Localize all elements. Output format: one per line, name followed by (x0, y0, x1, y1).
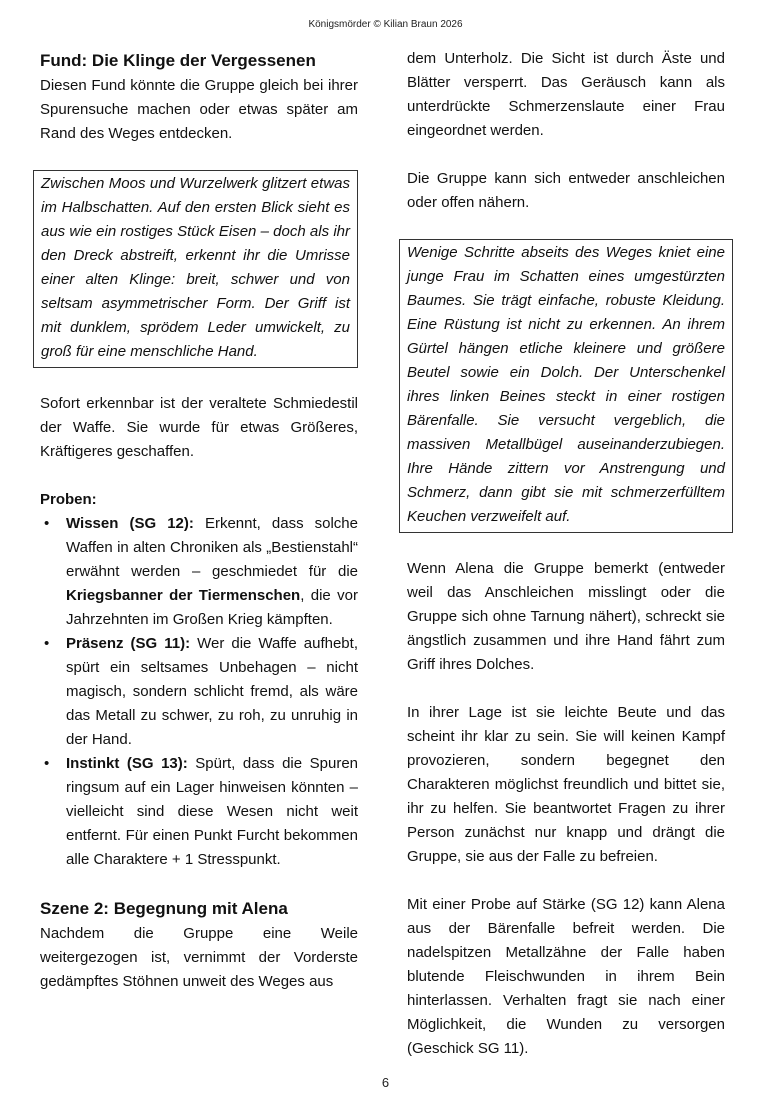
proben-list (40, 512, 358, 872)
bullet-icon: • (44, 515, 50, 532)
probe-bold-term: Kriegsbanner der Tiermenschen (66, 587, 301, 604)
left-column (40, 48, 358, 994)
probe-label: Instinkt (SG 13): (66, 755, 188, 772)
section-heading-szene-2: Szene 2: Begegnung mit Alena (40, 899, 288, 918)
list-item (40, 512, 358, 632)
bullet-icon: • (44, 635, 50, 652)
paragraph: Wenn Alena die Gruppe bemerkt (entweder weil das Anschleichen misslingt oder die Gruppe sich ohne Tarnung nähert), schreckt sie ängstlich zusammen und ihre Hand fährt zum Griff ihres Dolches. (407, 560, 725, 673)
probe-text: Erkennt, dass solche Waffen in alten Chroniken als „Bestienstahl“ erwähnt werden – geschmiedet für die (66, 515, 358, 580)
paragraph: Die Gruppe kann sich entweder anschleichen oder offen nähern. (407, 170, 725, 211)
bullet-icon: • (44, 755, 50, 772)
read-aloud-box-klinge (33, 170, 358, 368)
probe-label: Präsenz (SG 11): (66, 635, 191, 652)
section-heading-fund: Fund: Die Klinge der Vergessenen (40, 51, 316, 70)
read-aloud-text-alena: Wenige Schritte abseits des Weges kniet eine junge Frau im Schatten eines umgestürzten Baumes. Sie trägt einfache, robuste Kleidung. Eine Rüstung ist nicht zu erkennen. An ihrem Gürtel hängen etliche kleinere und größere Beutel sowie ein Dolch. Der Unterschenkel ihres linken Beines steckt in einer rostigen Bärenfalle. Sie versucht vergeblich, die massiven Metallbügel auseinanderzubiegen. Ihre Hände zittern vor Anstrengung und Schmerz, dann gibt sie mit schmerzerfülltem Keuchen verzweifelt auf. (407, 244, 725, 525)
weapon-description: Sofort erkennbar ist der veraltete Schmiedestil der Waffe. Sie wurde für etwas Größeres, Kräftigeres geschaffen. (40, 395, 358, 460)
probe-text: , die vor Jahrzehnten im Großen Krieg kämpften. (66, 587, 358, 628)
paragraph: In ihrer Lage ist sie leichte Beute und das scheint ihr klar zu sein. Sie will keinen Kampf provozieren, sondern begegnet den Charakteren möglichst freundlich und bittet sie, ihr zu helfen. Sie beantwortet Fragen zu ihrer Person zunächst nur knapp und drängt die Gruppe, sie aus der Falle zu befreien. (407, 704, 725, 865)
scene-intro: Nachdem die Gruppe eine Weile weitergezogen ist, vernimmt der Vorderste gedämpftes Stöhnen unweit des Weges aus (40, 925, 358, 990)
read-aloud-text-klinge: Zwischen Moos und Wurzelwerk glitzert etwas im Halbschatten. Auf den ersten Blick sieht es aus wie ein rostiges Stück Eisen – doch als ihr den Dreck abstreift, erkennt ihr die Umrisse einer alten Klinge: breit, schwer und von seltsam asymmetrischer Form. Der Griff ist mit dunklem, sprödem Leder umwickelt, zu groß für eine menschliche Hand. (41, 175, 350, 360)
list-item (40, 632, 358, 752)
fund-intro: Diesen Fund könnte die Gruppe gleich bei ihrer Spurensuche machen oder etwas später am Rand des Weges entdecken. (40, 77, 358, 142)
proben-title: Proben: (40, 491, 97, 508)
right-column (407, 47, 725, 1061)
page-header: Königsmörder © Kilian Braun 2026 (308, 19, 463, 30)
probe-label: Wissen (SG 12): (66, 515, 194, 532)
paragraph: dem Unterholz. Die Sicht ist durch Äste und Blätter versperrt. Das Geräusch kann als unterdrückte Schmerzenslaute einer Frau eingeordnet werden. (407, 50, 725, 139)
probe-text: Spürt, dass die Spuren ringsum auf ein Lager hinweisen könnten – vielleicht sind diese Wesen nicht weit entfernt. Für einen Punkt Furcht bekommen alle Charaktere + 1 Stresspunkt. (66, 755, 359, 868)
page-number: 6 (381, 1075, 390, 1090)
read-aloud-box-alena (399, 239, 733, 533)
probe-text: Wer die Waffe aufhebt, spürt ein seltsames Unbehagen – nicht magisch, sondern schlicht fremd, als wäre das Metall zu schwer, zu roh, zu unruhig in der Hand. (66, 635, 358, 748)
list-item (40, 752, 358, 872)
paragraph: Mit einer Probe auf Stärke (SG 12) kann Alena aus der Bärenfalle befreit werden. Die nadelspitzen Metallzähne der Falle haben blutende Fleischwunden in ihrem Bein hinterlassen. Verhalten fragt sie nach einer Möglichkeit, die Wunden zu versorgen (Geschick SG 11). (407, 896, 725, 1057)
